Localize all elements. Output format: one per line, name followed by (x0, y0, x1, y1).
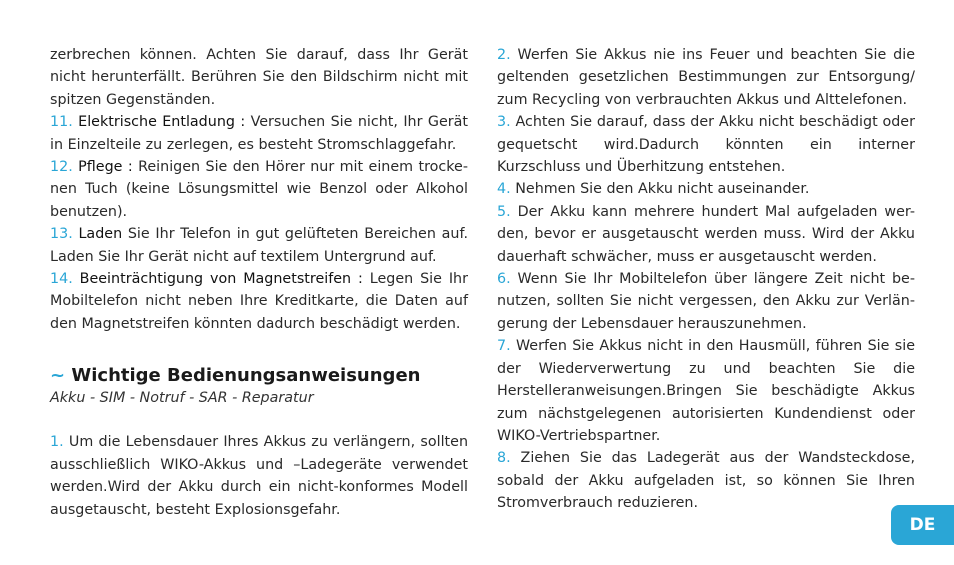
item-number: 7. (497, 338, 511, 355)
safety-item-13 (50, 223, 468, 268)
safety-item-11 (50, 111, 468, 156)
item-text: Der Akku kann mehrere hundert Mal aufgeladen wer-den, bevor er ausgetauscht werden muss. Wird der Akku dauerhaft schwächer, muss er ausgetauscht werden. (497, 203, 915, 265)
item-title: Elektrische Entladung : (78, 114, 246, 131)
battery-item-3 (497, 111, 915, 178)
item-number: 13. (50, 226, 73, 243)
item-number: 1. (50, 434, 64, 451)
item-number: 5. (497, 203, 511, 220)
item-text: Nehmen Sie den Akku nicht auseinander. (510, 181, 810, 198)
heading-tilde: ~ (50, 365, 66, 387)
section-subtitle: Akku - SIM - Notruf - SAR - Reparatur (50, 390, 314, 407)
item-text: Ziehen Sie das Ladegerät aus der Wandsteckdose, sobald der Akku aufgeladen ist, so können Sie Ihren Stromverbrauch reduzieren. (497, 450, 915, 512)
spacer (50, 409, 468, 431)
item-number: 11. (50, 114, 73, 131)
battery-item-4 (497, 178, 915, 200)
section-heading (50, 365, 468, 387)
item-text: Werfen Sie Akkus nicht in den Hausmüll, führen Sie sie der Wiederverwertung zu und beachten Sie die Herstelleranweisungen.Bringen Sie beschädigte Akkus zum nächstgelegenen autorisierten Kundendienst oder WIKO-Vertriebspartner. (497, 338, 915, 444)
item-title: Laden (78, 226, 123, 243)
battery-item-5 (497, 201, 915, 268)
battery-item-8 (497, 447, 915, 514)
language-badge: DE (891, 505, 954, 545)
heading-text: Wichtige Bedienungsanweisungen (71, 365, 421, 387)
item-number: 8. (497, 450, 511, 467)
battery-item-6 (497, 268, 915, 335)
safety-item-12 (50, 156, 468, 223)
paragraph-intro: zerbrechen können. Achten Sie darauf, dass Ihr Gerät nicht herunterfällt. Berühren Sie den Bildschirm nicht mit spitzen Gegenständen. (50, 47, 468, 108)
item-number: 2. (497, 47, 511, 63)
battery-item-1 (50, 431, 468, 521)
battery-item-2 (497, 44, 915, 111)
item-number: 4. (497, 181, 511, 198)
item-title: Pflege : (78, 159, 133, 176)
item-number: 14. (50, 271, 73, 288)
safety-item-14 (50, 268, 468, 335)
left-column (50, 44, 468, 521)
item-text: Um die Lebensdauer Ihres Akkus zu verlängern, sollten ausschließlich WIKO-Akkus und –Ladegeräte verwendet werden.Wird der Akku durch ein nicht-konformes Modell ausgetauscht, besteht Explosionsgefahr. (50, 434, 468, 518)
item-text: Reinigen Sie den Hörer nur mit einem trocke-nen Tuch (keine Lösungsmittel wie Benzol oder Alkohol benutzen). (50, 159, 468, 220)
item-title: Beeinträchtigung von Magnetstreifen : (79, 271, 363, 288)
item-text: Versuchen Sie nicht, Ihr Gerät in Einzelteile zu zerlegen, es besteht Stromschlaggefahr. (50, 114, 468, 153)
item-text: Sie Ihr Telefon in gut gelüfteten Bereichen auf. Laden Sie Ihr Gerät nicht auf textilem Untergrund auf. (50, 226, 468, 265)
battery-item-7 (497, 335, 915, 447)
right-column (497, 44, 915, 515)
item-text: Legen Sie Ihr Mobiltelefon nicht neben Ihre Kreditkarte, die Daten auf den Magnetstreifen könnten dadurch beschädigt werden. (50, 271, 468, 332)
item-text: Achten Sie darauf, dass der Akku nicht beschädigt oder gequetscht wird.Dadurch könnten ein interner Kurzschluss und Überhitzung entstehen. (497, 114, 915, 176)
item-text: Wenn Sie Ihr Mobiltelefon über längere Zeit nicht be-nutzen, sollten Sie nicht vergessen, den Akku zur Verlän-gerung der Lebensdauer herauszunehmen. (497, 271, 915, 332)
item-number: 3. (497, 114, 511, 131)
item-number: 6. (497, 271, 511, 288)
item-text: Werfen Sie Akkus nie ins Feuer und beachten Sie die geltenden gesetzlichen Bestimmungen zur Entsorgung/ zum Recycling von verbrauchten Akkus und Alttelefonen. (497, 47, 915, 108)
item-number: 12. (50, 159, 73, 176)
